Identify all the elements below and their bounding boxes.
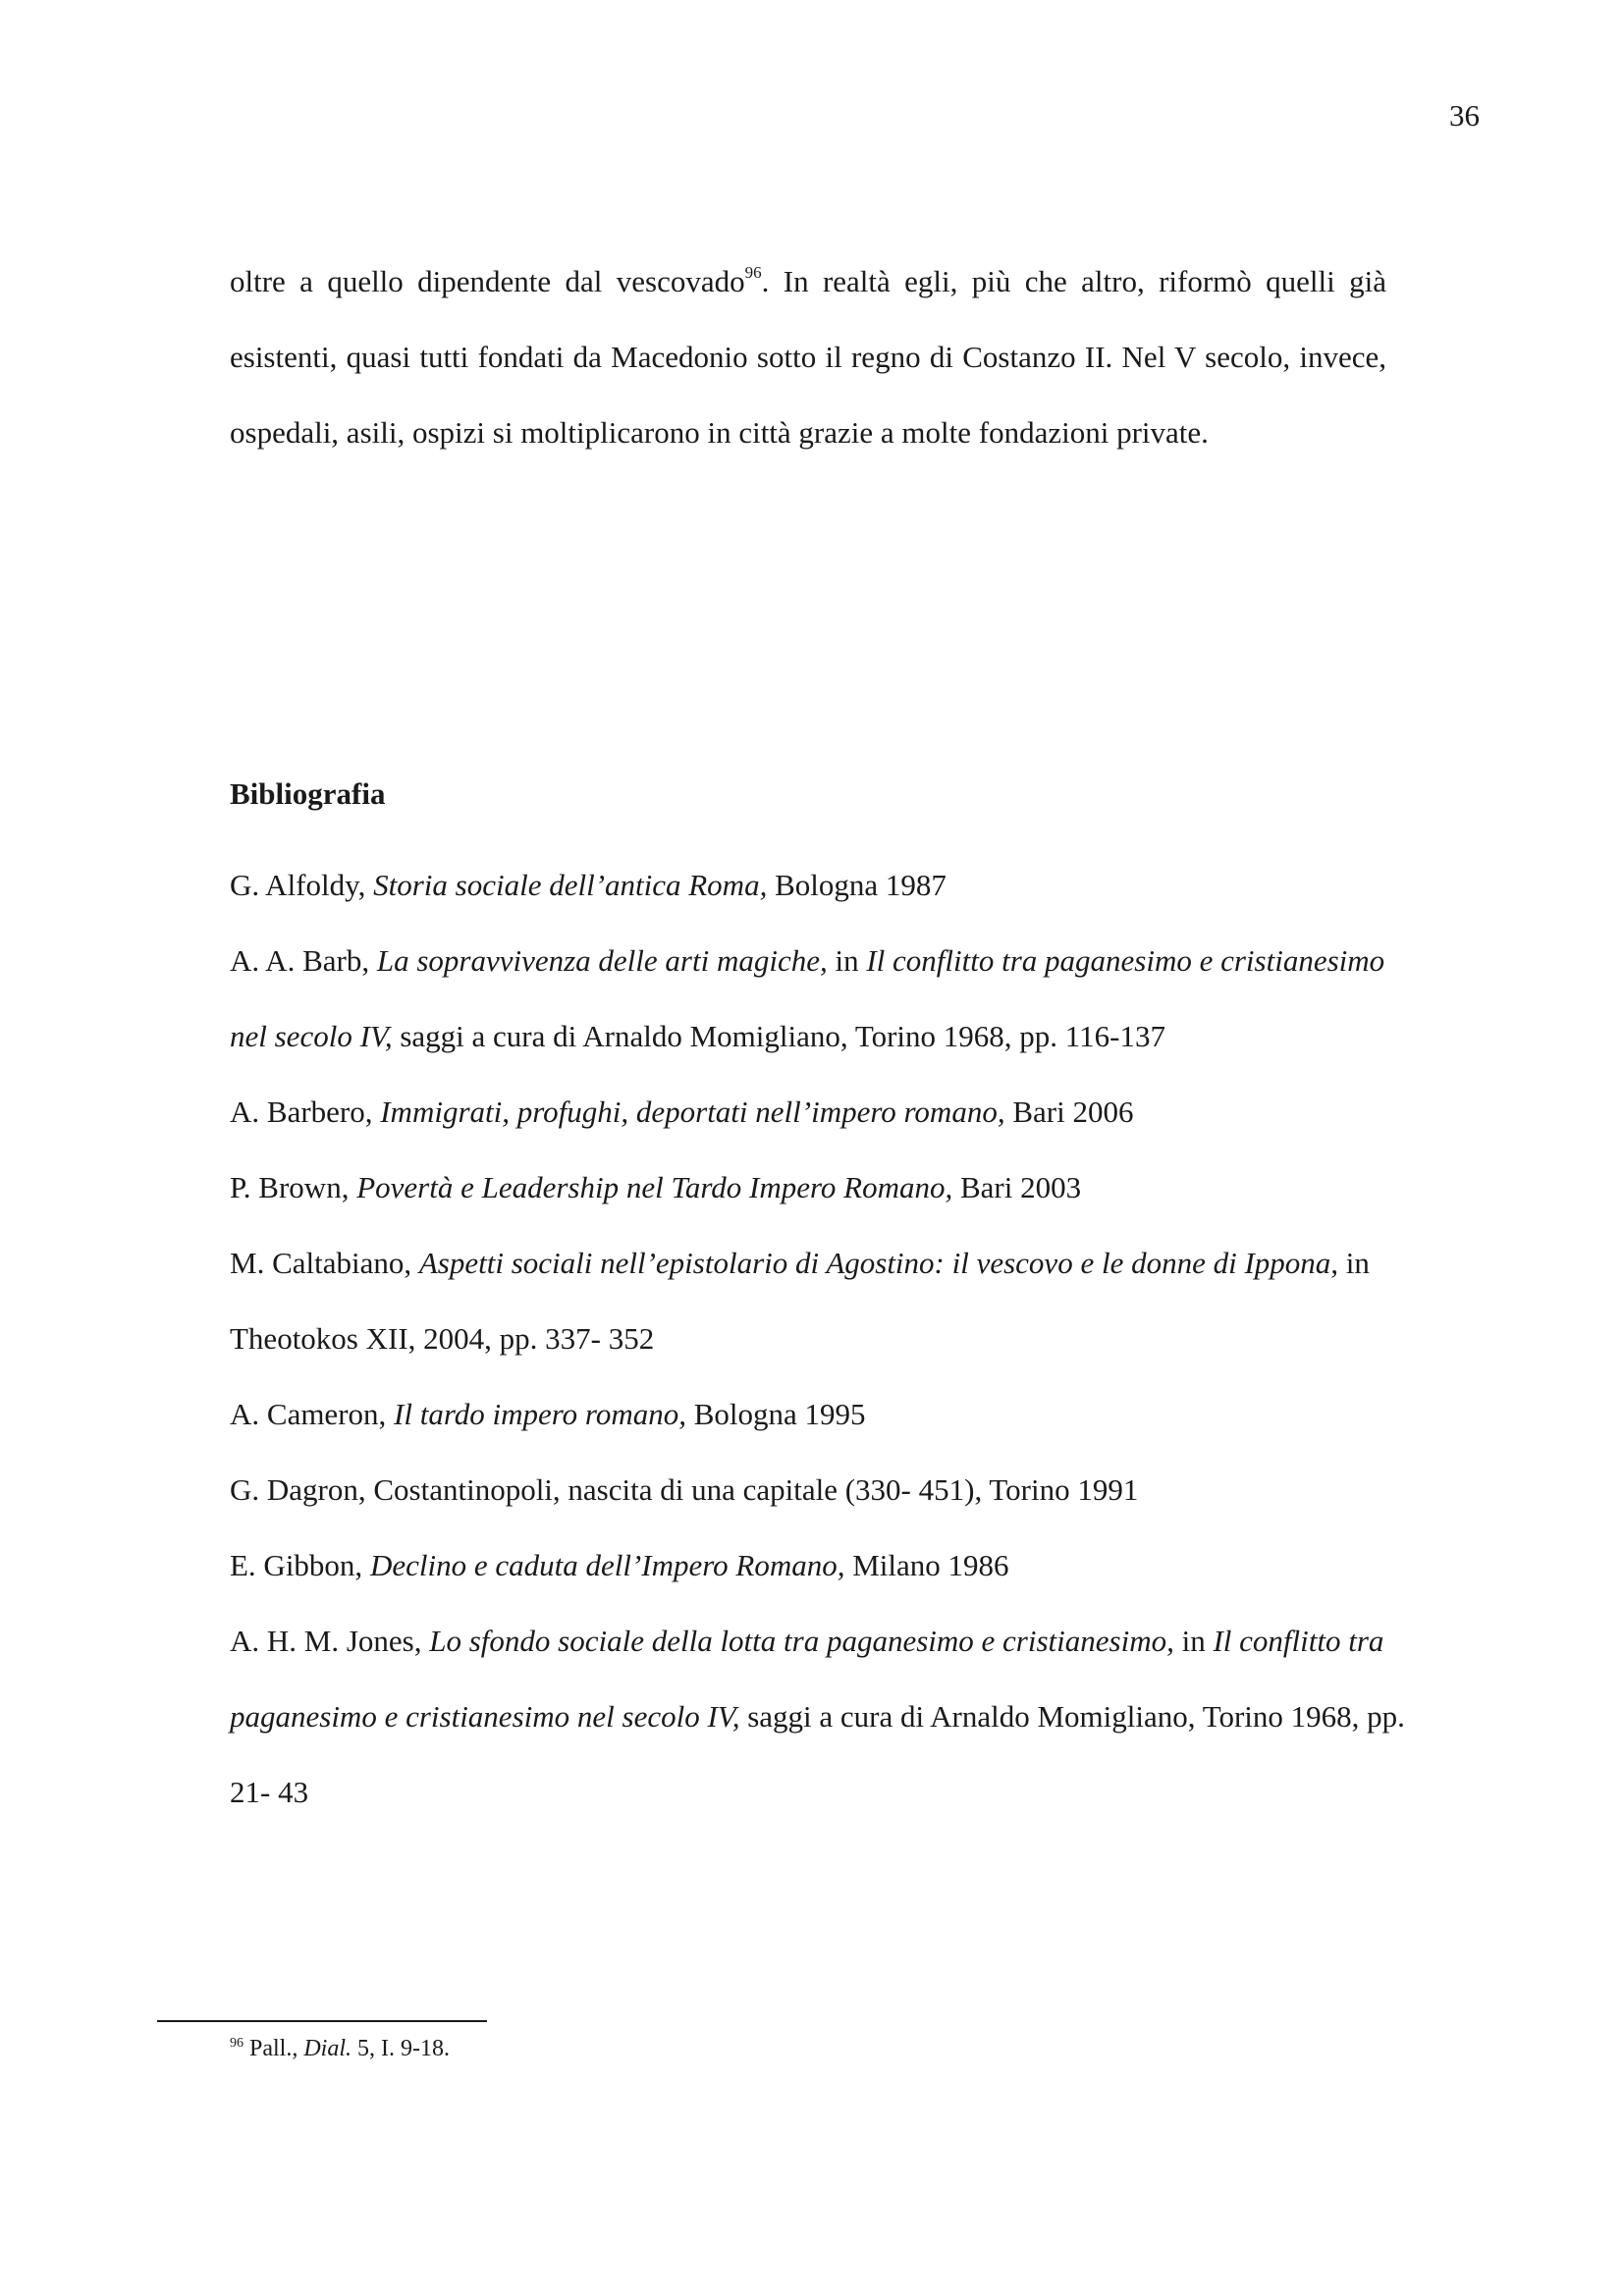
bibliography-entry <box>230 923 1408 1074</box>
bib-author: G. Dagron, Costantinopoli, nascita di una capitale (330- 451), Torino 1991 <box>230 1472 1139 1507</box>
bib-author: P. Brown, <box>230 1170 357 1204</box>
footnote-title: Dial. <box>303 2036 352 2061</box>
bibliography-heading: Bibliografia <box>230 776 386 811</box>
bibliography-entry <box>230 1603 1408 1830</box>
footnote-rest: 5, I. 9-18. <box>352 2036 450 2061</box>
bibliography-entry <box>230 847 1408 923</box>
bibliography-entry <box>230 1452 1408 1527</box>
page-number: 36 <box>1449 98 1480 133</box>
bib-title: Il tardo impero romano, <box>394 1397 686 1431</box>
footnote-prefix: Pall., <box>243 2036 304 2061</box>
bib-publication: Bologna 1995 <box>685 1397 866 1431</box>
bib-title: Lo sfondo sociale della lotta tra paganesimo e cristianesimo, <box>429 1624 1174 1658</box>
bib-publication: Milano 1986 <box>844 1548 1009 1582</box>
bib-title: Declino e caduta dell’Impero Romano, <box>369 1548 845 1582</box>
bibliography-entry <box>230 1225 1408 1376</box>
bib-container-title: Il conflitto tra paganesimo e cristianesimo nel secolo IV, <box>230 1624 1384 1734</box>
bib-author: A. A. Barb, <box>230 943 377 978</box>
bib-title: Povertà e Leadership nel Tardo Impero Romano, <box>356 1170 953 1204</box>
body-paragraph <box>230 243 1386 470</box>
bib-author: E. Gibbon, <box>230 1548 370 1582</box>
bibliography-entry <box>230 1376 1408 1452</box>
bibliography-entry <box>230 1149 1408 1225</box>
footnote-reference[interactable]: 96 <box>744 263 762 282</box>
bib-title: Aspetti sociali nell’epistolario di Agostino: il vescovo e le donne di Ippona, <box>418 1246 1339 1280</box>
bib-publication: saggi a cura di Arnaldo Momigliano, Torino 1968, pp. 116-137 <box>392 1019 1165 1053</box>
bib-author: A. Barbero, <box>230 1095 381 1129</box>
bibliography-section <box>230 772 1408 1830</box>
footnote-number: 96 <box>230 2036 243 2051</box>
bibliography-list <box>230 847 1408 1830</box>
bib-title: La sopravvivenza delle arti magiche, <box>376 943 828 978</box>
body-text-before-ref: oltre a quello dipendente dal vescovado <box>230 264 745 298</box>
bib-author: M. Caltabiano, <box>230 1246 419 1280</box>
bib-publication: in Theotokos XII, 2004, pp. 337- 352 <box>230 1246 1370 1356</box>
bib-author: A. Cameron, <box>230 1397 395 1431</box>
bib-connector: in <box>827 943 867 978</box>
bib-container-title: Il conflitto tra paganesimo e cristianesimo nel secolo IV, <box>230 943 1385 1053</box>
bib-author: G. Alfoldy, <box>230 868 374 902</box>
bib-publication: Bari 2006 <box>1004 1095 1134 1129</box>
bib-publication: Bari 2003 <box>952 1170 1082 1204</box>
bib-author: A. H. M. Jones, <box>230 1624 430 1658</box>
bibliography-entry <box>230 1074 1408 1149</box>
footnote <box>230 2034 450 2064</box>
bib-title: Immigrati, profughi, deportati nell’impero romano, <box>380 1095 1005 1129</box>
bib-connector: in <box>1173 1624 1214 1658</box>
body-text-after-ref: . In realtà egli, più che altro, riformò quelli già esistenti, quasi tutti fondati da Macedonio sotto il regno di Costanzo II. Nel V secolo, invece, ospedali, asili, ospizi si moltiplicarono in città grazie a molte fondazioni private. <box>230 264 1386 450</box>
bibliography-entry <box>230 1527 1408 1603</box>
bib-publication: saggi a cura di Arnaldo Momigliano, Torino 1968, pp. 21- 43 <box>230 1699 1405 1809</box>
bib-publication: Bologna 1987 <box>767 868 947 902</box>
footnote-separator <box>157 2020 487 2022</box>
bib-title: Storia sociale dell’antica Roma, <box>373 868 768 902</box>
